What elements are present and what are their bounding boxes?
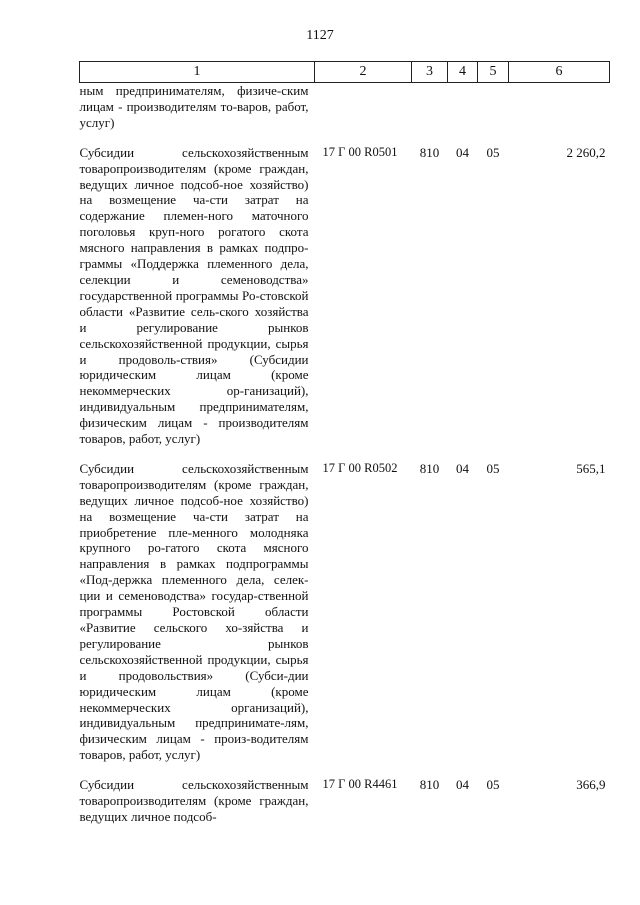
header-col-5: 5 [478,62,509,83]
continuation-row [80,83,610,131]
continuation-text: ным предпринимателям, физиче-ским лицам - производителям то-варов, работ, услуг) [79,83,309,130]
row-col3: 810 [419,777,440,793]
table-row [80,763,610,825]
row-code: 17 Г 00 R4461 [322,777,398,792]
row-description: Субсидии сельскохозяйственным товаропроизводителям (кроме граждан, ведущих личное подсоб- [79,777,309,824]
row-col4: 04 [456,777,469,793]
row-col3: 810 [419,144,440,160]
row-col5: 05 [486,144,500,160]
row-amount: 2 260,2 [566,144,606,160]
row-col3: 810 [419,460,440,476]
page-number: 1127 [306,28,334,43]
table-header [80,62,610,83]
budget-table [79,61,610,825]
row-description: Субсидии сельскохозяйственным товаропроизводителям (кроме граждан, ведущих личное подсоб-ное хозяйство) на возмещение ча-сти затрат на содержание племен-ного маточного поголовья круп-ного рогатого скота мясного направления в рамках подпро-граммы «Поддержка племенного дела, селекции и семеноводства» государственной программы Ро-стовской области «Развитие сель-ского хозяйства и регулирование рынков сельскохозяйственной продукции, сырья и продоволь-ствия» (Субсидии юридическим лицам (кроме некоммерческих ор-ганизаций), индивидуальным предпринимателям, физическим лицам - производителям товаров, работ, услуг) [79,144,309,447]
row-code: 17 Г 00 R0502 [322,460,398,475]
row-description: Субсидии сельскохозяйственным товаропроизводителям (кроме граждан, ведущих личное подсоб-ное хозяйство) на возмещение ча-сти затрат на приобретение пле-менного молодняка крупного ро-гатого скота мясного направления в рамках подпрограммы «Под-держка племенного дела, селек-ции и семеноводства» государ-ственной программы Ростовской области «Развитие сельского хо-зяйства и регулирование рынков сельскохозяйственной продукции, сырья и продовольствия» (Субси-дии юридическим лицам (кроме некоммерческих организаций), индивидуальным предпринимате-лям, физическим лицам - произ-водителям товаров, работ, услуг) [79,460,309,763]
header-col-2: 2 [315,62,412,83]
row-col5: 05 [486,460,500,476]
table-row [80,131,610,447]
row-amount: 366,9 [576,777,606,793]
row-col4: 04 [456,460,469,476]
header-col-4: 4 [448,62,478,83]
header-col-3: 3 [412,62,448,83]
row-amount: 565,1 [576,460,606,476]
row-code: 17 Г 00 R0501 [322,144,398,159]
row-col4: 04 [456,144,469,160]
header-col-6: 6 [509,62,610,83]
row-col5: 05 [486,777,500,793]
table-row [80,447,610,763]
header-col-1: 1 [80,62,315,83]
